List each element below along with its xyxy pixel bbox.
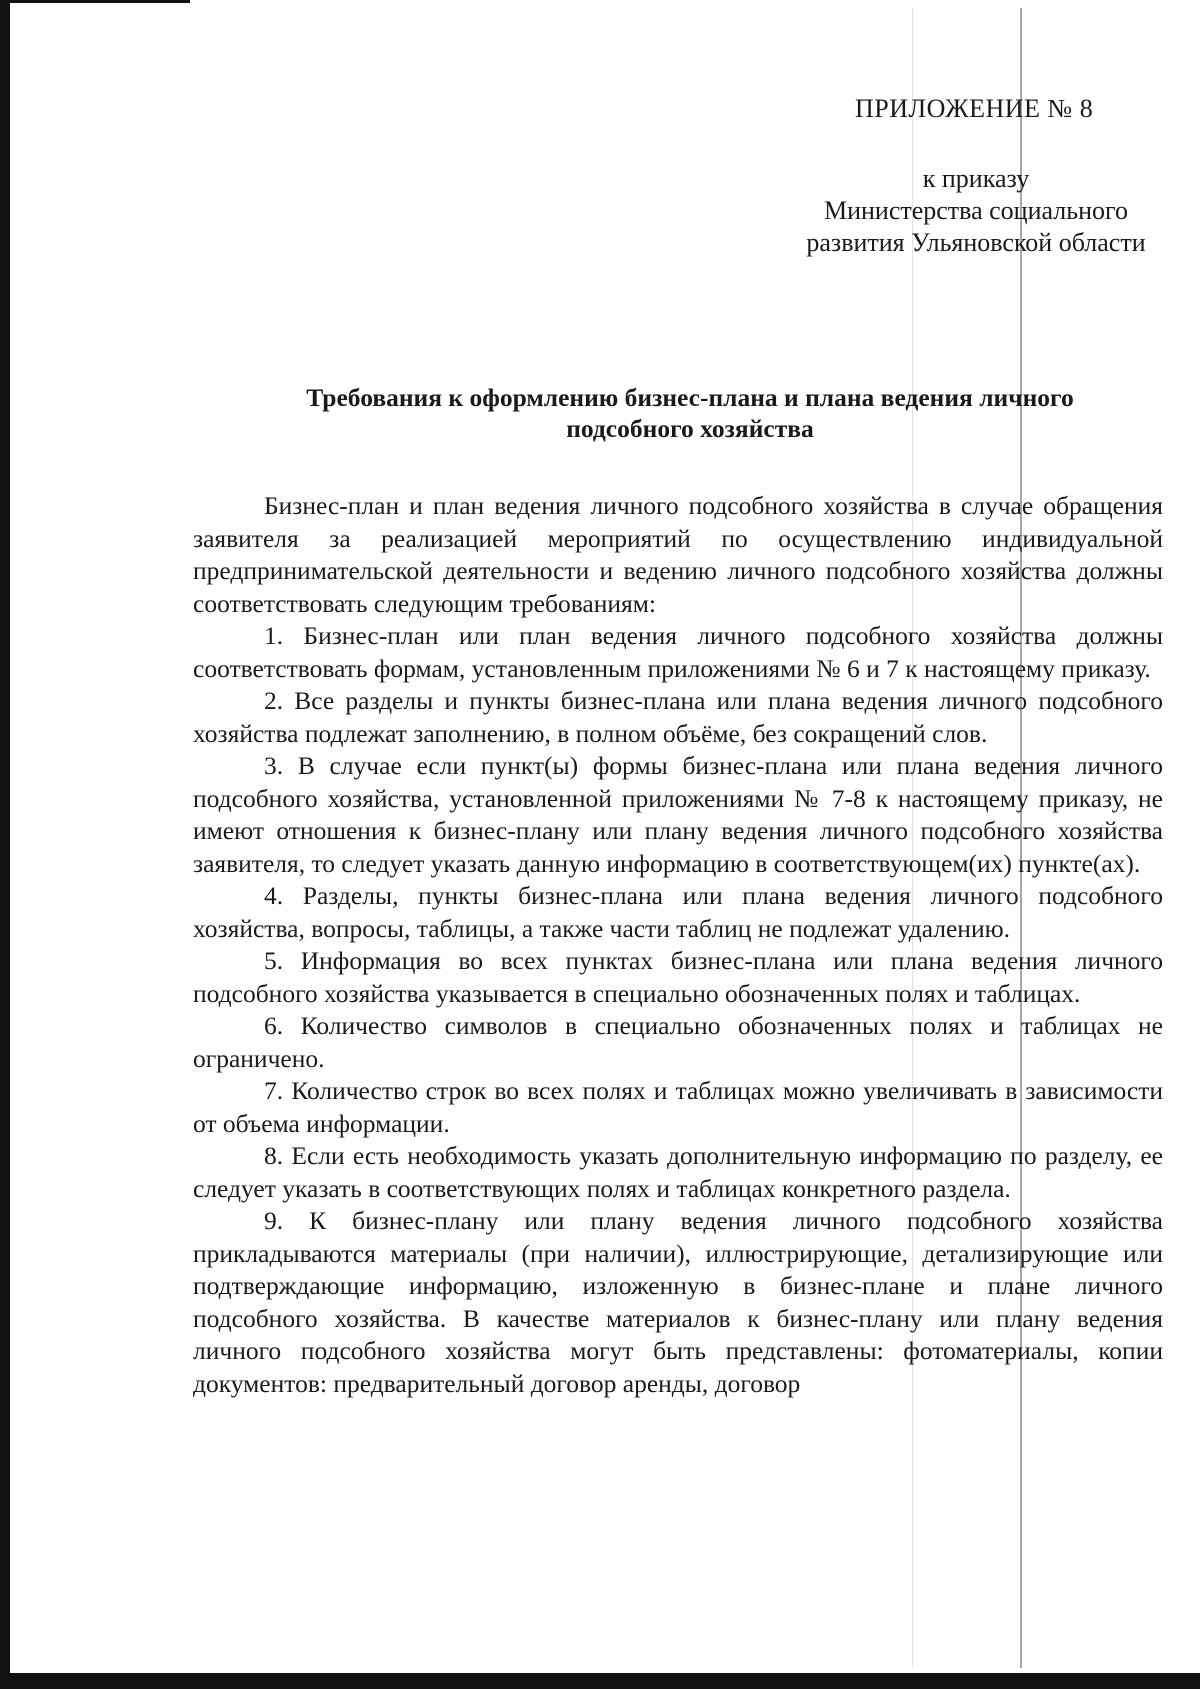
document-title-line-2: подсобного хозяйства: [566, 414, 814, 443]
scan-border-top: [0, 0, 190, 3]
document-title-line-1: Требования к оформлению бизнес-плана и плана ведения личного: [306, 383, 1074, 412]
appendix-ref-line-3: развития Ульяновской области: [806, 228, 1146, 257]
requirement-item-4: 4. Разделы, пункты бизнес-плана или плана ведения личного подсобного хозяйства, вопросы, таблицы, а также части таблиц не подлежат удалению.: [193, 881, 1163, 943]
requirement-item-5: 5. Информация во всех пунктах бизнес-плана или плана ведения личного подсобного хозяйства указывается в специально обозначенных полях и таблицах.: [193, 946, 1163, 1008]
document-title: [190, 382, 1190, 444]
requirement-item-9: 9. К бизнес-плану или плану ведения личного подсобного хозяйства прикладываются материалы (при наличии), иллюстрирующие, детализирующие или подтверждающие информацию, изложенную в бизнес-плане и плане личного подсобного хозяйства. В качестве материалов к бизнес-плану или плану ведения личного подсобного хозяйства могут быть представлены: фотоматериалы, копии документов: предварительный договор аренды, договор: [193, 1206, 1163, 1398]
requirement-item-1: 1. Бизнес-план или план ведения личного подсобного хозяйства должны соответствовать формам, установленным приложениями № 6 и 7 к настоящему приказу.: [193, 621, 1163, 683]
appendix-number: ПРИЛОЖЕНИЕ № 8: [855, 94, 1094, 123]
requirement-item-3: 3. В случае если пункт(ы) формы бизнес-плана или плана ведения личного подсобного хозяйства, установленной приложениями № 7-8 к настоящему приказу, не имеют отношения к бизнес-плану или плану ведения личного подсобного хозяйства заявителя, то следует указать данную информацию в соответствующем(их) пункте(ах).: [193, 751, 1163, 878]
requirement-item-2: 2. Все разделы и пункты бизнес-плана или плана ведения личного подсобного хозяйства подлежат заполнению, в полном объёме, без сокращений слов.: [193, 686, 1163, 748]
appendix-reference: [786, 163, 1166, 259]
requirement-item-6: 6. Количество символов в специально обозначенных полях и таблицах не ограничено.: [193, 1011, 1163, 1073]
document-body: [193, 490, 1163, 1400]
scan-border-bottom: [10, 1673, 1200, 1689]
requirement-item-8: 8. Если есть необходимость указать дополнительную информацию по разделу, ее следует указать в соответствующих полях и таблицах конкретного раздела.: [193, 1141, 1163, 1203]
appendix-ref-line-2: Министерства социального: [823, 196, 1129, 225]
scan-border-left: [0, 0, 10, 1689]
intro-paragraph: Бизнес-план и план ведения личного подсобного хозяйства в случае обращения заявителя за реализацией мероприятий по осуществлению индивидуальной предпринимательской деятельности и ведению личного подсобного хозяйства должны соответствовать следующим требованиям:: [193, 491, 1163, 618]
appendix-ref-line-1: к приказу: [922, 164, 1030, 193]
requirement-item-7: 7. Количество строк во всех полях и таблицах можно увеличивать в зависимости от объема информации.: [193, 1076, 1163, 1138]
